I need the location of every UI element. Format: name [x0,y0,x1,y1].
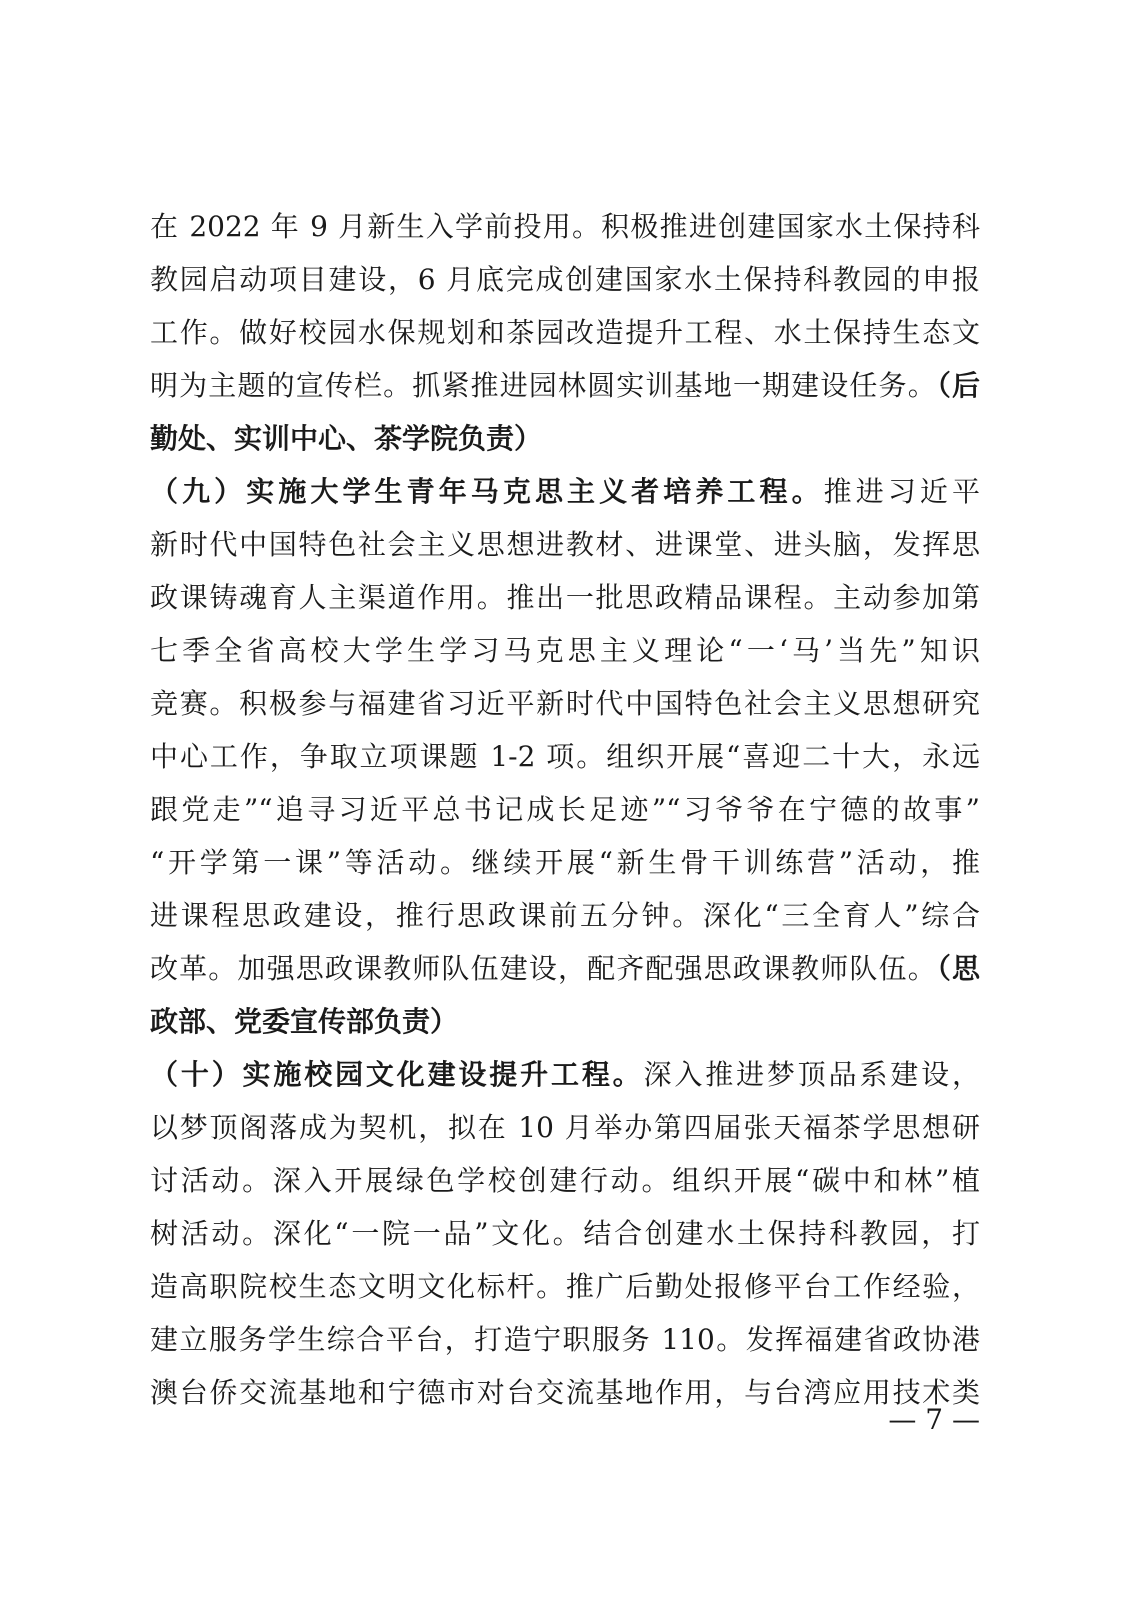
text-line [150,359,980,412]
text-line [150,253,980,306]
text-line [150,730,980,783]
line-text: 造高职院校生态文明文化标杆。推广后勤处报修平台工作经验， [150,1270,980,1303]
responsible-note: 勤处、实训中心、茶学院负责） [150,422,543,455]
line-text: 澳台侨交流基地和宁德市对台交流基地作用，与台湾应用技术类 [150,1376,980,1409]
responsible-note-start: （思 [936,952,980,985]
text-line [150,200,980,253]
text-line [150,942,980,995]
line-text: 树活动。深化“一院一品”文化。结合创建水土保持科教园，打 [150,1217,980,1250]
line-text: 政课铸魂育人主渠道作用。推出一批思政精品课程。主动参加第 [150,581,980,614]
line-text: 七季全省高校大学生学习马克思主义理论“一‘马’当先”知识 [150,634,980,667]
text-line [150,836,980,889]
line-text: 在 2022 年 9 月新生入学前投用。积极推进创建国家水土保持科 [150,210,980,243]
paragraph [150,465,980,1048]
text-line [150,1313,980,1366]
line-text: 竞赛。积极参与福建省习近平新时代中国特色社会主义思想研究 [150,687,980,720]
text-line [150,995,980,1048]
line-text: 以梦顶阁落成为契机，拟在 10 月举办第四届张天福茶学思想研 [150,1111,980,1144]
text-line [150,889,980,942]
line-text: 工作。做好校园水保规划和茶园改造提升工程、水土保持生态文 [150,316,980,349]
line-text: 明为主题的宣传栏。抓紧推进园林圆实训基地一期建设任务。 [150,369,937,402]
section-heading: （十）实施校园文化建设提升工程。 [150,1058,644,1091]
text-line [150,465,980,518]
text-line [150,571,980,624]
text-line [150,624,980,677]
line-text: 教园启动项目建设，6 月底完成创建国家水土保持科教园的申报 [150,263,980,296]
text-line [150,1366,980,1419]
text-line [150,783,980,836]
line-text: 跟党走”“追寻习近平总书记成长足迹”“习爷爷在宁德的故事” [150,793,980,826]
line-text: 推进习近平 [823,475,980,508]
responsible-note-start: （后 [936,369,980,402]
text-line [150,1048,980,1101]
line-text: 新时代中国特色社会主义思想进教材、进课堂、进头脑，发挥思 [150,528,980,561]
line-text: “开学第一课”等活动。继续开展“新生骨干训练营”活动，推 [150,846,980,879]
page-number: — 7 — [888,1403,980,1436]
responsible-note: 政部、党委宣传部负责） [150,1005,459,1038]
document-body [150,200,980,1419]
line-text: 改革。加强思政课教师队伍建设，配齐配强思政课教师队伍。 [150,952,937,985]
paragraph [150,200,980,465]
text-line [150,1154,980,1207]
line-text: 讨活动。深入开展绿色学校创建行动。组织开展“碳中和林”植 [150,1164,980,1197]
text-line [150,306,980,359]
text-line [150,518,980,571]
section-heading: （九）实施大学生青年马克思主义者培养工程。 [150,475,824,508]
line-text: 中心工作，争取立项课题 1-2 项。组织开展“喜迎二十大，永远 [150,740,980,773]
text-line [150,412,980,465]
paragraph [150,1048,980,1419]
line-text: 深入推进梦顶品系建设， [643,1058,980,1091]
text-line [150,1207,980,1260]
line-text: 进课程思政建设，推行思政课前五分钟。深化“三全育人”综合 [150,899,980,932]
text-line [150,1101,980,1154]
line-text: 建立服务学生综合平台，打造宁职服务 110。发挥福建省政协港 [150,1323,980,1356]
text-line [150,677,980,730]
text-line [150,1260,980,1313]
